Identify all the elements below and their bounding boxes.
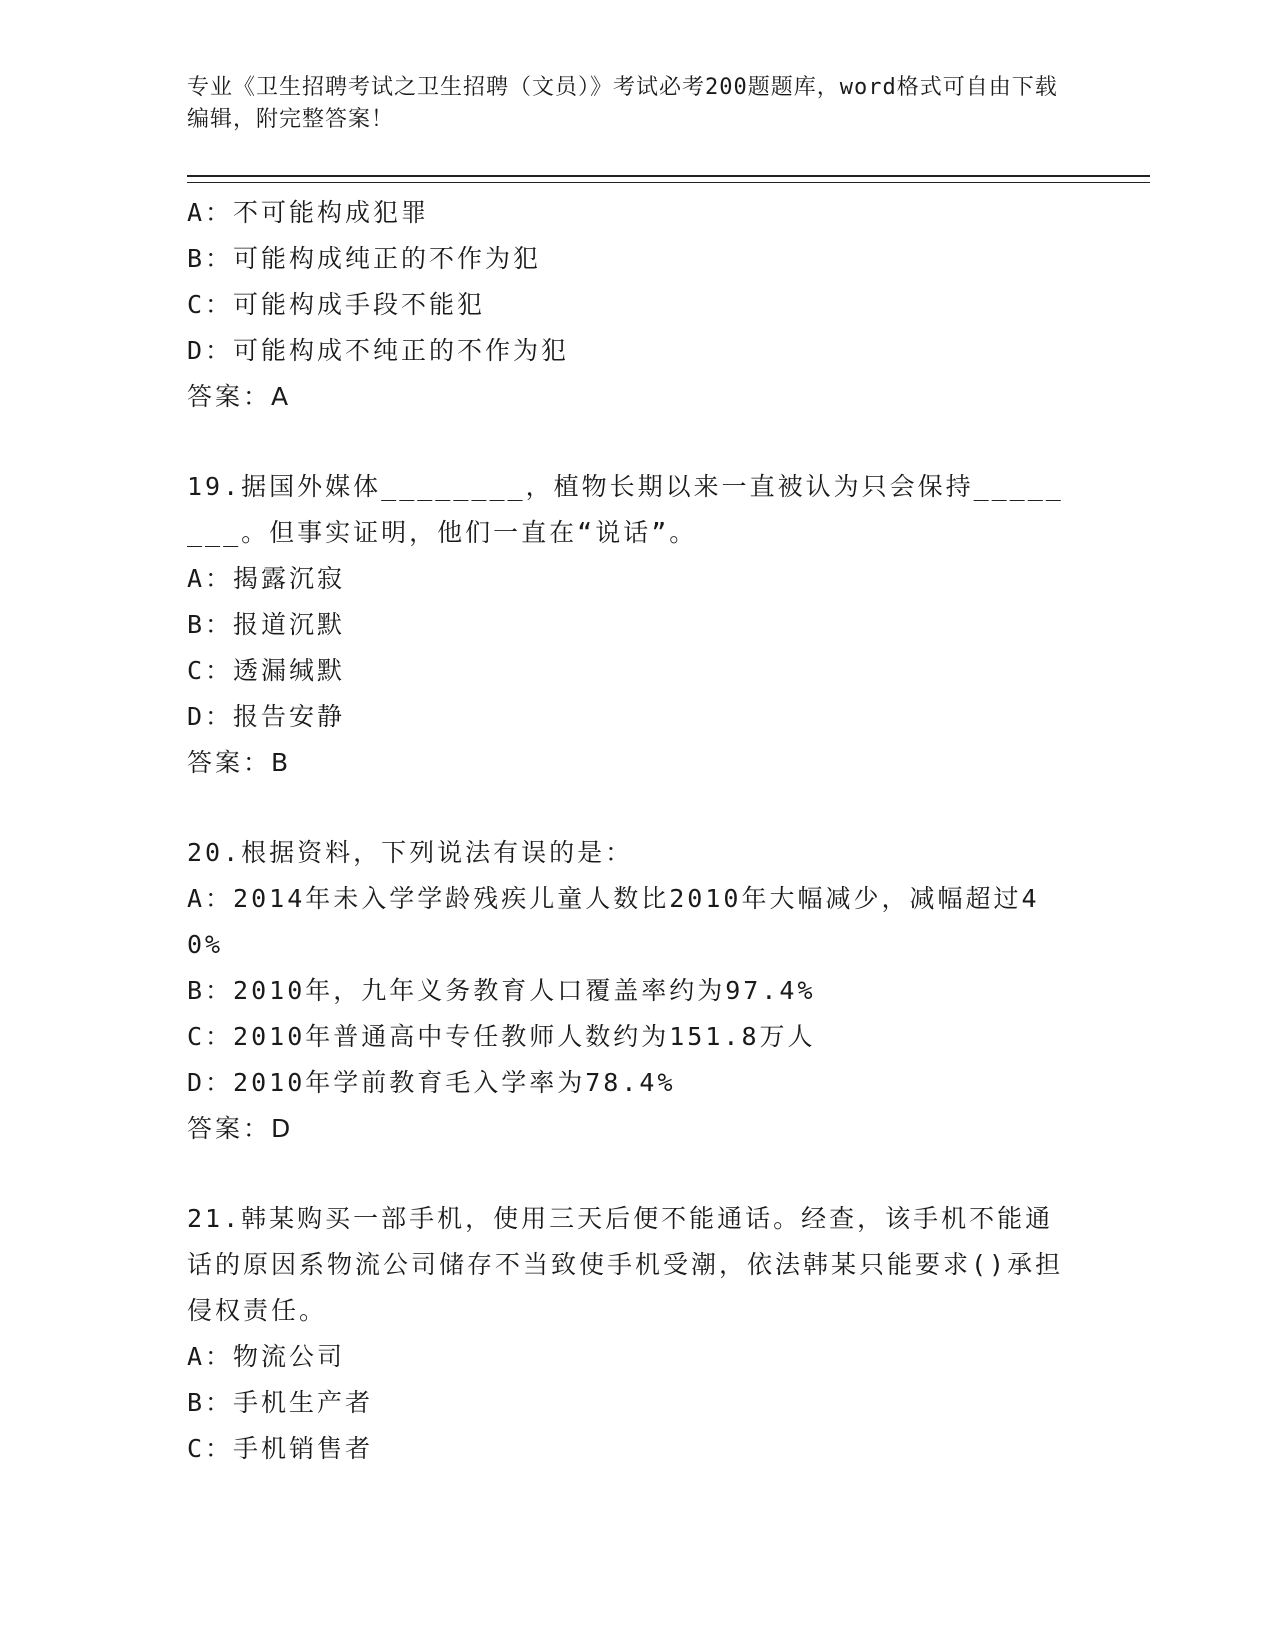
option-a: A：不可能构成犯罪 [187, 198, 430, 227]
header-divider-thick [187, 175, 1150, 177]
answer-line: 答案：B [187, 748, 292, 777]
document-header: 专业《卫生招聘考试之卫生招聘（文员）》考试必考200题题库，word格式可自由下载编辑，附完整答案！ [187, 75, 1058, 132]
question-text: 20.根据资料，下列说法有误的是： [187, 838, 634, 867]
question-content [187, 190, 1067, 1472]
question-block-20 [187, 830, 1067, 1152]
option-b: B：手机生产者 [187, 1388, 374, 1417]
option-c: C：2010年普通高中专任教师人数约为151.8万人 [187, 1022, 816, 1051]
option-c: C：可能构成手段不能犯 [187, 290, 486, 319]
option-b: B：可能构成纯正的不作为犯 [187, 244, 542, 273]
option-a: A：揭露沉寂 [187, 564, 346, 593]
option-d: D：2010年学前教育毛入学率为78.4% [187, 1068, 676, 1097]
option-d: D：报告安静 [187, 702, 346, 731]
question-text: 19.据国外媒体________，植物长期以来一直被认为只会保持________。但事实证明，他们一直在“说话”。 [187, 472, 1064, 547]
question-block-19 [187, 464, 1067, 786]
option-a: A：2014年未入学学龄残疾儿童人数比2010年大幅减少，减幅超过40% [187, 884, 1040, 959]
question-block-18 [187, 190, 1067, 420]
question-text: 21.韩某购买一部手机，使用三天后便不能通话。经查，该手机不能通话的原因系物流公司储存不当致使手机受潮，依法韩某只能要求()承担侵权责任。 [187, 1204, 1064, 1325]
option-b: B：报道沉默 [187, 610, 346, 639]
question-block-21 [187, 1196, 1067, 1472]
option-c: C：手机销售者 [187, 1434, 374, 1463]
header-divider-thin [187, 182, 1150, 183]
answer-line: 答案：D [187, 1114, 294, 1143]
answer-line: 答案：A [187, 382, 292, 411]
option-b: B：2010年，九年义务教育人口覆盖率约为97.4% [187, 976, 816, 1005]
option-c: C：透漏缄默 [187, 656, 346, 685]
option-d: D：可能构成不纯正的不作为犯 [187, 336, 570, 365]
option-a: A：物流公司 [187, 1342, 346, 1371]
